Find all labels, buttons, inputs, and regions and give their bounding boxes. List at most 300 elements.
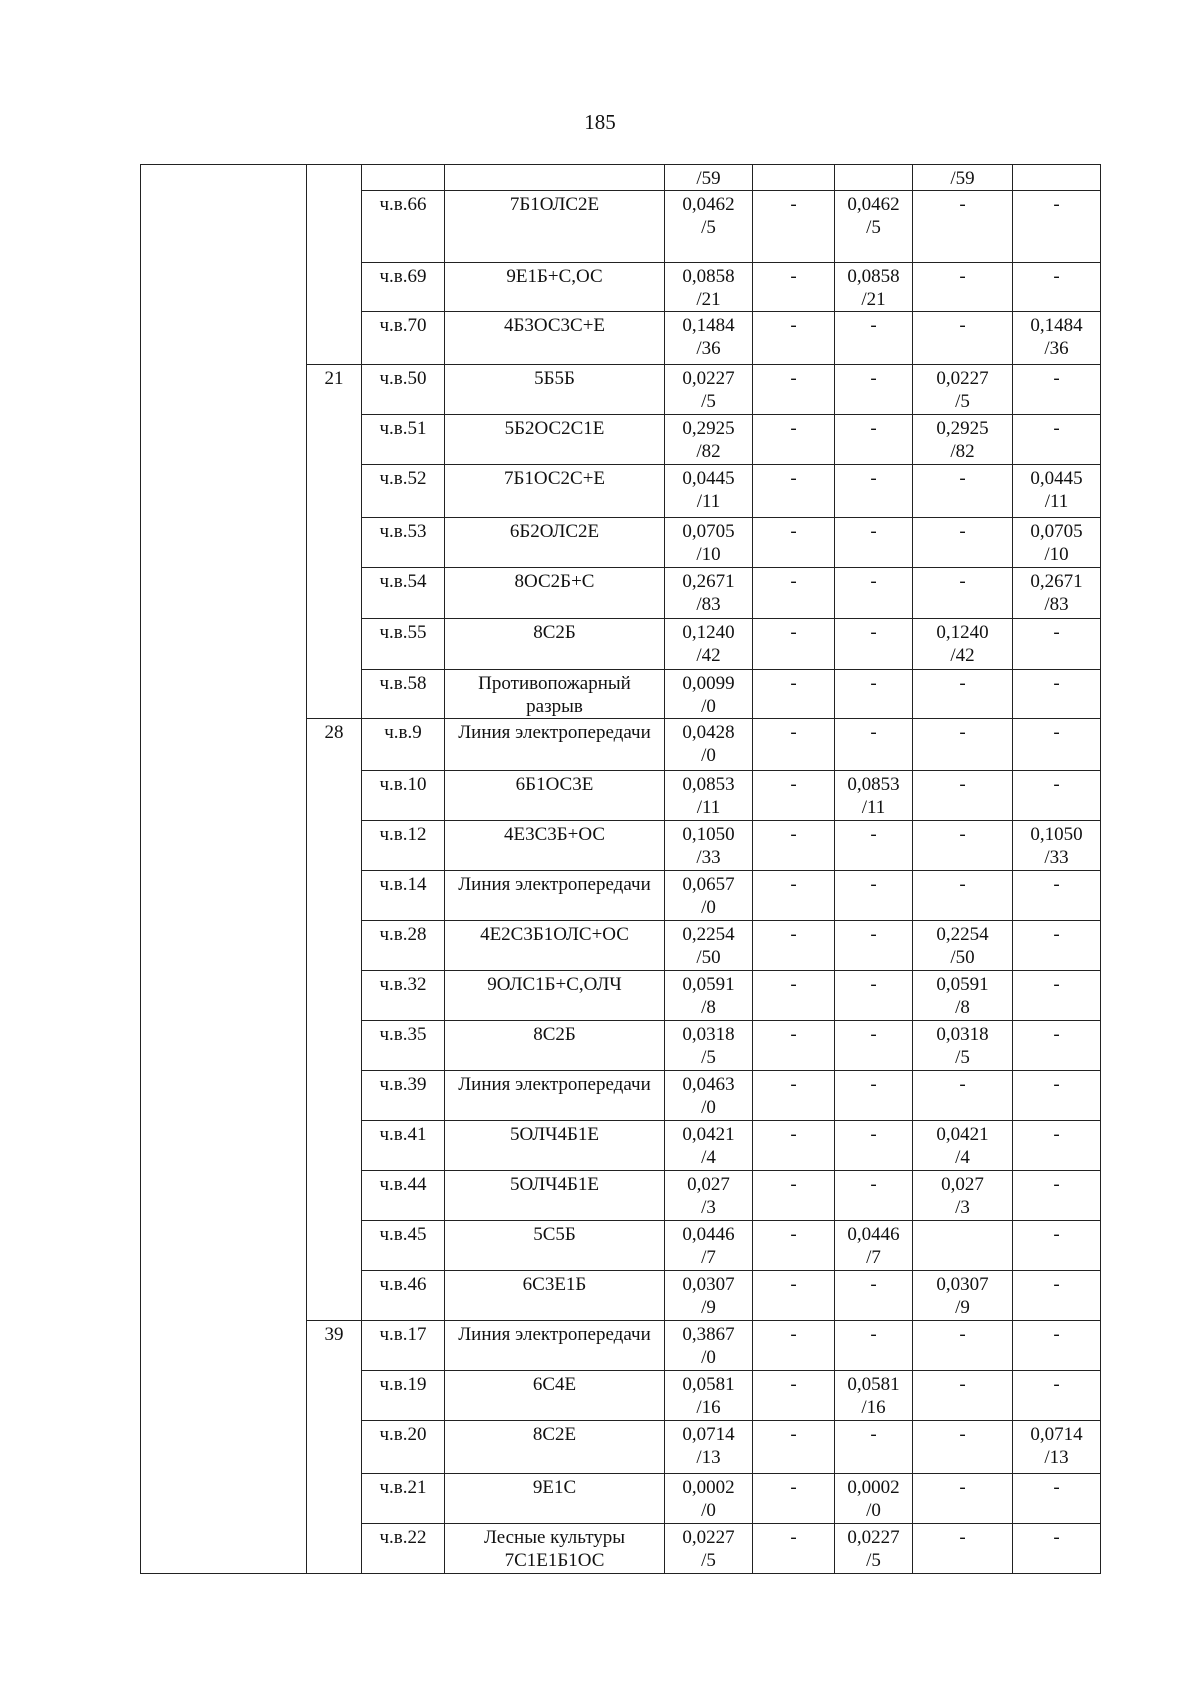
value-cell-1 [665,191,753,263]
plot-id: ч.в.66 [362,191,445,263]
value-line: /7 [866,1247,881,1268]
description-line: 8С2Б [533,622,576,643]
value-line: - [790,266,797,287]
value-line: - [959,571,966,592]
value-cell-3 [835,191,913,263]
value-line: - [1053,418,1060,439]
value-cell-5 [1013,619,1101,670]
description-line: 4Е3С3Б+ОС [503,824,606,845]
plot-description [445,568,665,619]
value-line: 0,0581 [682,1374,735,1395]
value-line: - [790,315,797,336]
value-cell-1 [665,1474,753,1524]
value-line: - [959,1374,966,1395]
plot-description [445,1221,665,1271]
value-line: 0,0462 [847,194,900,215]
value-line: 0,3867 [682,1324,735,1345]
description-line: 8ОС2Б+С [514,571,595,592]
value-line: 0,1484 [1030,315,1083,336]
plot-description [445,1021,665,1071]
value-cell-3 [835,465,913,518]
value-cell-1 [665,1221,753,1271]
value-cell-4 [913,871,1013,921]
plot-description [445,415,665,465]
section-number: 39 [307,1321,362,1574]
value-line: 0,0227 [847,1527,900,1548]
value-cell-5 [1013,165,1101,191]
value-cell-1 [665,415,753,465]
value-cell-1 [665,263,753,312]
value-line: - [1053,774,1060,795]
value-line: 0,0446 [847,1224,900,1245]
value-line: - [870,1274,877,1295]
value-line: 0,0853 [847,774,900,795]
value-cell-4 [913,1021,1013,1071]
value-line: 0,0591 [936,974,989,995]
plot-id: ч.в.53 [362,518,445,568]
value-line: - [1053,1477,1060,1498]
value-line: 0,0581 [847,1374,900,1395]
value-line: - [870,1424,877,1445]
value-line: 0,1050 [1030,824,1083,845]
value-cell-1 [665,871,753,921]
description-line: 5ОЛЧ4Б1Е [509,1174,600,1195]
value-line: - [959,1527,966,1548]
value-cell-4 [913,191,1013,263]
value-line: /0 [701,1097,716,1118]
value-line: - [959,824,966,845]
description-line: 6С3Е1Б [522,1274,587,1295]
description-line: 5ОЛЧ4Б1Е [509,1124,600,1145]
value-cell-1 [665,1321,753,1371]
value-line: /4 [955,1147,970,1168]
value-line: /0 [701,1500,716,1521]
value-line: /0 [701,696,716,717]
value-cell-1 [665,365,753,415]
value-line: - [790,1124,797,1145]
value-cell-3 [835,1321,913,1371]
value-cell-3 [835,719,913,771]
plot-description [445,1071,665,1121]
value-cell-1 [665,670,753,719]
value-cell-2 [753,465,835,518]
value-line: 0,0421 [936,1124,989,1145]
value-line: - [870,1124,877,1145]
value-cell-3 [835,263,913,312]
value-cell-3 [835,1524,913,1574]
value-cell-5 [1013,518,1101,568]
value-line: - [870,468,877,489]
value-cell-4 [913,1321,1013,1371]
value-line: /42 [950,645,975,666]
value-cell-2 [753,415,835,465]
value-cell-2 [753,191,835,263]
value-cell-5 [1013,465,1101,518]
description-line: 9Е1С [532,1477,577,1498]
value-cell-1 [665,771,753,821]
page-number: 185 [584,110,616,134]
plot-description [445,921,665,971]
value-line: - [870,571,877,592]
plot-description [445,165,665,191]
value-line: - [790,1024,797,1045]
plot-description [445,465,665,518]
value-line: - [870,622,877,643]
description-line: 9Е1Б+С,ОС [506,266,603,287]
value-line: /59 [696,168,721,189]
value-line: - [790,468,797,489]
value-cell-3 [835,1171,913,1221]
plot-id: ч.в.9 [362,719,445,771]
value-line: 0,2925 [682,418,735,439]
value-line: - [959,315,966,336]
value-line: /0 [866,1500,881,1521]
plot-description [445,971,665,1021]
plot-description [445,263,665,312]
value-line: /0 [701,897,716,918]
value-cell-1 [665,568,753,619]
value-line: - [790,673,797,694]
plot-description [445,771,665,821]
value-line: - [790,1527,797,1548]
value-line: - [790,1224,797,1245]
value-cell-2 [753,871,835,921]
value-cell-2 [753,1221,835,1271]
value-line: - [959,468,966,489]
plot-description [445,1171,665,1221]
value-line: /10 [696,544,721,565]
value-cell-1 [665,1524,753,1574]
value-cell-4 [913,312,1013,365]
value-line: - [959,194,966,215]
value-cell-2 [753,619,835,670]
value-cell-4 [913,670,1013,719]
plot-id: ч.в.10 [362,771,445,821]
description-line: Линия электропередачи [458,874,651,895]
value-line: - [1053,1124,1060,1145]
value-line: - [870,1074,877,1095]
value-line: - [790,194,797,215]
value-line: 0,0853 [682,774,735,795]
value-line: 0,2671 [682,571,735,592]
value-line: - [870,1174,877,1195]
value-line: - [1053,924,1060,945]
value-line: - [790,1274,797,1295]
plot-id: ч.в.19 [362,1371,445,1421]
plot-id: ч.в.35 [362,1021,445,1071]
value-line: /50 [950,947,975,968]
value-line: 0,0002 [682,1477,735,1498]
value-cell-3 [835,568,913,619]
value-line: /5 [955,391,970,412]
value-line: /33 [1044,847,1069,868]
value-line: - [1053,874,1060,895]
value-cell-5 [1013,1421,1101,1474]
value-line: /0 [701,1347,716,1368]
value-line: - [1053,266,1060,287]
value-cell-2 [753,1474,835,1524]
value-cell-4 [913,1524,1013,1574]
value-line: - [870,874,877,895]
plot-id: ч.в.41 [362,1121,445,1171]
value-cell-3 [835,1474,913,1524]
value-line: - [959,266,966,287]
value-line: - [870,1024,877,1045]
value-cell-3 [835,1371,913,1421]
value-line: - [790,774,797,795]
value-line: - [870,824,877,845]
value-line: - [1053,1024,1060,1045]
value-cell-3 [835,1421,913,1474]
value-cell-3 [835,518,913,568]
value-line: /11 [696,491,721,512]
value-cell-4 [913,1371,1013,1421]
value-line: - [1053,1324,1060,1345]
value-line: - [1053,622,1060,643]
value-line: 0,0463 [682,1074,735,1095]
value-cell-1 [665,619,753,670]
value-line: - [870,722,877,743]
value-cell-5 [1013,921,1101,971]
value-line: /83 [696,594,721,615]
value-line: - [790,1374,797,1395]
plot-description [445,1371,665,1421]
value-line: 0,0462 [682,194,735,215]
description-line: 7Б1ОЛС2Е [509,194,600,215]
value-line: - [1053,974,1060,995]
value-line: - [790,1424,797,1445]
value-cell-5 [1013,670,1101,719]
value-cell-2 [753,1321,835,1371]
description-line: Противопожарный [478,673,631,694]
value-line: /10 [1044,544,1069,565]
value-line: 0,1240 [682,622,735,643]
value-cell-4 [913,1171,1013,1221]
value-cell-4 [913,1474,1013,1524]
value-cell-5 [1013,263,1101,312]
value-line: /36 [1044,338,1069,359]
plot-id: ч.в.12 [362,821,445,871]
value-line: - [870,673,877,694]
plot-description [445,1321,665,1371]
value-line: 0,0002 [847,1477,900,1498]
value-cell-5 [1013,1171,1101,1221]
value-line: 0,2254 [682,924,735,945]
description-line: Линия электропередачи [458,722,651,743]
value-line: /5 [866,217,881,238]
value-cell-5 [1013,1321,1101,1371]
value-cell-5 [1013,1021,1101,1071]
value-cell-5 [1013,312,1101,365]
plot-description [445,670,665,719]
value-line: 0,0099 [682,673,735,694]
value-line: - [1053,368,1060,389]
value-cell-4 [913,365,1013,415]
value-cell-4 [913,1271,1013,1321]
value-cell-5 [1013,1371,1101,1421]
plot-id: ч.в.46 [362,1271,445,1321]
value-cell-4 [913,518,1013,568]
value-cell-5 [1013,1524,1101,1574]
value-cell-3 [835,821,913,871]
plot-description [445,312,665,365]
value-line: - [1053,1174,1060,1195]
value-cell-2 [753,518,835,568]
value-line: - [870,418,877,439]
value-line: 0,0858 [847,266,900,287]
value-line: 0,1484 [682,315,735,336]
description-line: 5Б5Б [534,368,575,389]
value-line: /8 [701,997,716,1018]
value-line: - [959,722,966,743]
value-cell-2 [753,1171,835,1221]
plot-description [445,365,665,415]
description-line: 6Б1ОС3Е [515,774,594,795]
value-cell-2 [753,1021,835,1071]
plot-description [445,871,665,921]
value-cell-4 [913,771,1013,821]
value-line: /11 [1044,491,1069,512]
plot-description [445,1524,665,1574]
value-line: - [1053,722,1060,743]
value-line: 0,0714 [1030,1424,1083,1445]
value-cell-2 [753,1121,835,1171]
value-line: 0,0858 [682,266,735,287]
plot-id: ч.в.22 [362,1524,445,1574]
description-line: 8С2Е [532,1424,577,1445]
value-line: 0,0307 [682,1274,735,1295]
description-line: разрыв [526,696,583,717]
value-cell-1 [665,1371,753,1421]
value-cell-3 [835,871,913,921]
plot-description [445,1271,665,1321]
value-cell-5 [1013,821,1101,871]
value-cell-3 [835,415,913,465]
value-line: 0,0446 [682,1224,735,1245]
value-cell-2 [753,165,835,191]
value-line: - [790,1324,797,1345]
plot-description [445,619,665,670]
plot-id: ч.в.28 [362,921,445,971]
value-line: - [870,1324,877,1345]
value-line: - [1053,1527,1060,1548]
value-line: - [959,1424,966,1445]
value-cell-2 [753,670,835,719]
value-line: /5 [701,1047,716,1068]
plot-id: ч.в.69 [362,263,445,312]
description-line: Линия электропередачи [458,1324,651,1345]
value-line: - [790,824,797,845]
forest-plots-table [140,164,1101,1574]
value-cell-2 [753,568,835,619]
plot-id: ч.в.45 [362,1221,445,1271]
value-cell-4 [913,821,1013,871]
value-line: 0,0227 [682,368,735,389]
value-line: - [790,1477,797,1498]
value-line: 0,0428 [682,722,735,743]
value-cell-1 [665,465,753,518]
value-line: 0,027 [687,1174,730,1195]
value-line: 0,0307 [936,1274,989,1295]
value-line: - [959,1324,966,1345]
value-line: - [790,1074,797,1095]
value-cell-5 [1013,568,1101,619]
value-line: 0,0227 [682,1527,735,1548]
value-line: - [870,368,877,389]
value-line: /9 [955,1297,970,1318]
value-line: - [870,315,877,336]
value-line: /16 [696,1397,721,1418]
value-cell-2 [753,1371,835,1421]
value-cell-2 [753,1071,835,1121]
value-cell-1 [665,1421,753,1474]
value-cell-5 [1013,1474,1101,1524]
value-cell-4 [913,971,1013,1021]
plot-description [445,1421,665,1474]
value-line: - [959,521,966,542]
value-cell-4 [913,465,1013,518]
value-cell-2 [753,1524,835,1574]
value-cell-3 [835,921,913,971]
plot-id: ч.в.32 [362,971,445,1021]
value-line: /5 [701,1550,716,1571]
value-cell-1 [665,1121,753,1171]
value-cell-5 [1013,191,1101,263]
value-cell-1 [665,971,753,1021]
value-cell-3 [835,365,913,415]
value-cell-1 [665,821,753,871]
value-line: /11 [861,797,886,818]
value-cell-3 [835,1121,913,1171]
value-line: 0,1050 [682,824,735,845]
plot-description [445,191,665,263]
value-cell-5 [1013,871,1101,921]
plot-id: ч.в.14 [362,871,445,921]
value-line: 0,2671 [1030,571,1083,592]
plot-id: ч.в.55 [362,619,445,670]
section-number: 21 [307,365,362,719]
value-line: - [870,974,877,995]
value-line: /3 [955,1197,970,1218]
section-number [307,165,362,365]
plot-id: ч.в.52 [362,465,445,518]
value-line: 0,0227 [936,368,989,389]
value-line: 0,2254 [936,924,989,945]
value-cell-5 [1013,1071,1101,1121]
description-line: 6Б2ОЛС2Е [509,521,600,542]
plot-id: ч.в.51 [362,415,445,465]
value-cell-3 [835,771,913,821]
value-line: - [870,521,877,542]
value-cell-2 [753,263,835,312]
value-cell-5 [1013,1121,1101,1171]
description-line: 7Б1ОС2С+Е [503,468,606,489]
value-cell-2 [753,719,835,771]
value-line: 0,0445 [1030,468,1083,489]
description-line: 4Б3ОС3С+Е [503,315,606,336]
description-line: 5Б2ОС2С1Е [504,418,605,439]
description-line: Лесные культуры [483,1527,626,1548]
value-line: /7 [701,1247,716,1268]
value-line: /50 [696,947,721,968]
value-line: - [1053,673,1060,694]
value-cell-1 [665,1071,753,1121]
value-cell-2 [753,1271,835,1321]
value-line: - [790,521,797,542]
blank-left-column [141,165,307,1574]
value-line: /13 [696,1447,721,1468]
value-line: /5 [701,391,716,412]
